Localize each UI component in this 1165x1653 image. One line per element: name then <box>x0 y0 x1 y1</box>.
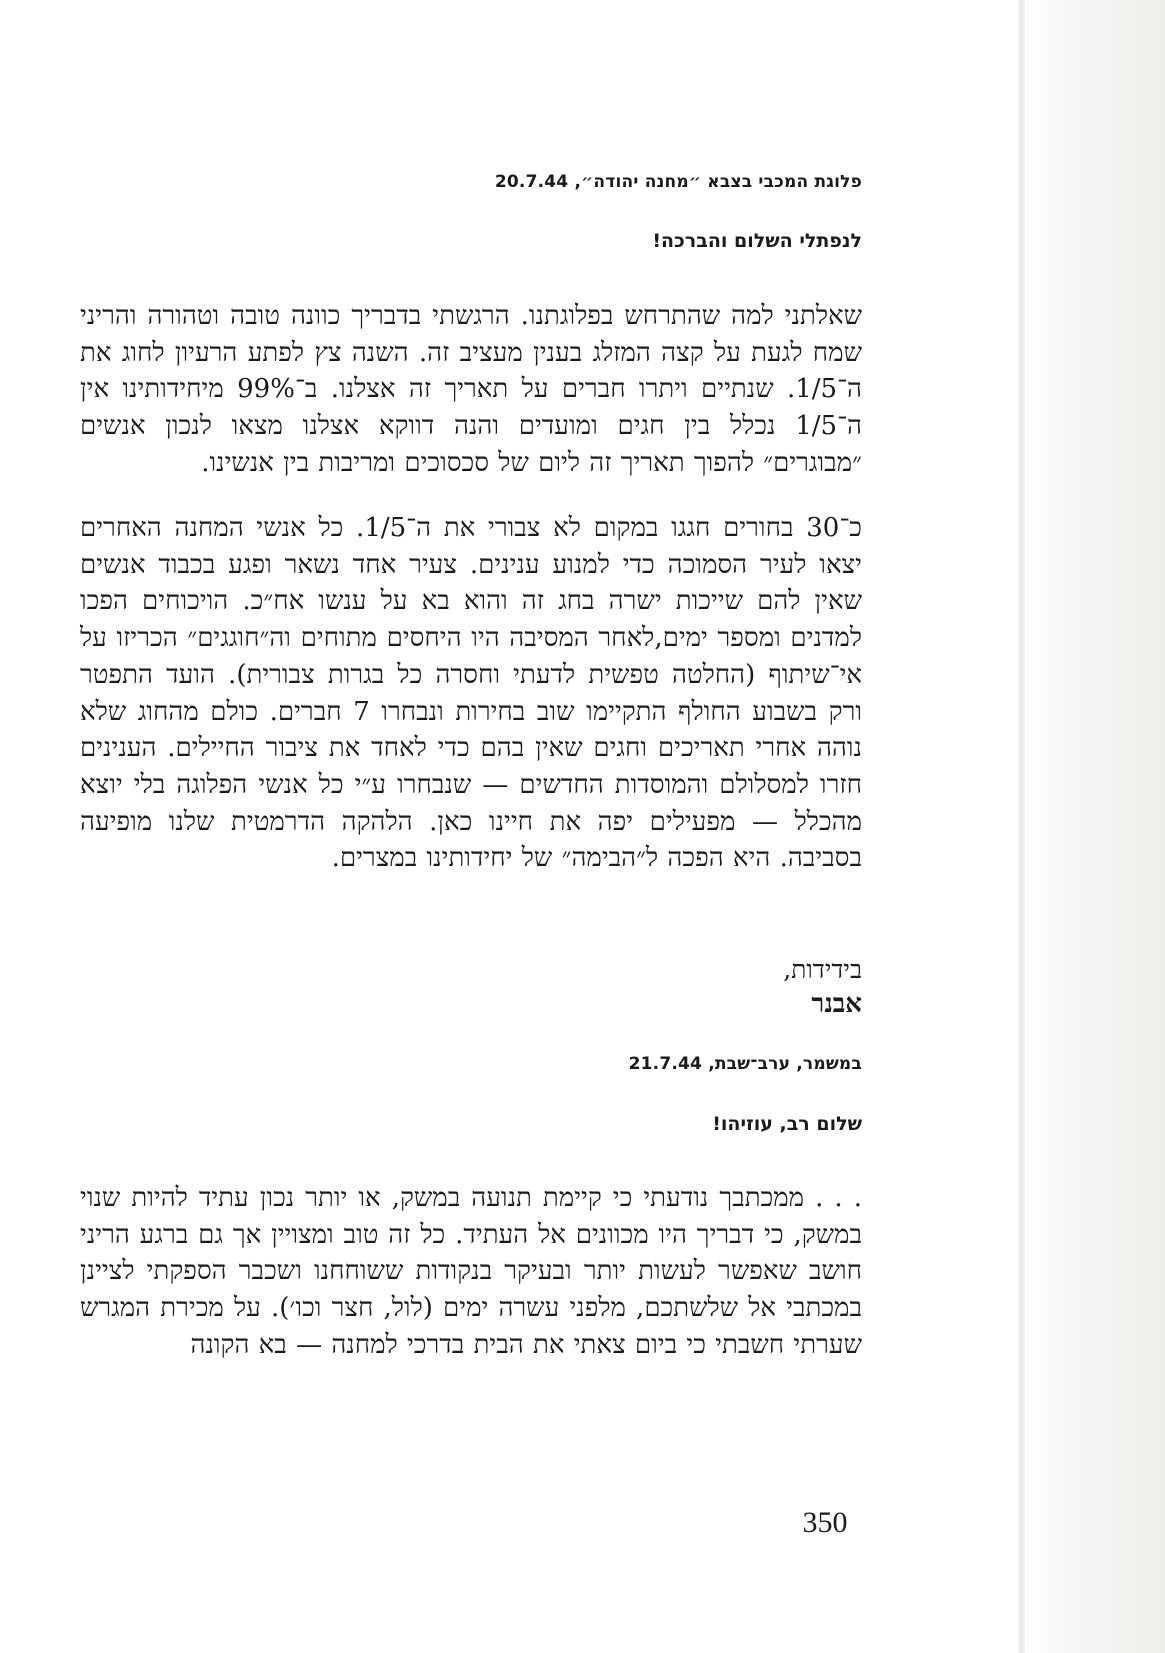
letter2-paragraph: . . . ממכתבך נודעתי כי קיימת תנועה במשק, או יותר נכון עתיד להיות שנוי במשק, כי דבריך היו מכוונים אל העתיד. כל זה טוב ומצויין אך גם ברגע הריני חושב שאפשר לעשות יותר ובעיקר בנקודות ששוחחנו ושכבר הספקתי לציינן במכתבי אל שלשתכם, מלפני עשרה ימים (לול, חצר וכו׳). על מכירת המגרש שערתי חשבתי כי ביום צאתי את הבית בדרכי למחנה — בא הקונה <box>80 1183 862 1360</box>
letter2-salutation: שלום רב, עוזיהו! <box>712 1113 862 1135</box>
page-number: 350 <box>802 1506 848 1539</box>
letter1-signature: אבנר <box>811 989 862 1019</box>
page-edge-shadow <box>1018 0 1025 1653</box>
letter1-heading: פלוגת המכבי בצבא ״מחנה יהודה״, 20.7.44 <box>494 172 862 192</box>
letter1-paragraph-2: כ־30 בחורים חגגו במקום לא צבורי את ה־1/5. כל אנשי המחנה האחרים יצאו לעיר הסמוכה כדי למנוע ענינים. צעיר אחד נשאר ופגע בכבוד אנשים שאין להם שייכות ישרה בחג זה והוא בא על ענשו אח״כ. הויכוחים הפכו למדנים ומספר ימים,לאחר המסיבה היו היחסים מתוחים וה״חוגגים״ הכריזו על אי־שיתוף (החלטה טפשית לדעתי וחסרה כל בגרות צבורית). הועד התפטר ורק בשבוע החולף התקיימו שוב בחירות ונבחרו 7 חברים. כולם מהחוג שלא נוהה אחרי תאריכים וחגים שאין בהם כדי לאחד את ציבור החיילים. הענינים חזרו למסלולם והמוסדות החדשים — שנבחרו ע״י כל אנשי הפלוגה בלי יוצא מהכלל — מפעילים יפה את חיינו כאן. הלהקה הדרמטית שלנו מופיעה בסביבה. היא הפכה ל״הבימה״ של יחידותינו במצרים. <box>80 513 862 874</box>
letter1-salutation: לנפתלי השלום והברכה! <box>652 230 862 252</box>
letter1-signoff: בידידות, <box>783 955 862 984</box>
book-page <box>80 0 862 1653</box>
letter1-paragraph-1: שאלתני למה שהתרחש בפלוגתנו. הרגשתי בדבריך כוונה טובה וטהורה והריני שמח לגעת על קצה המזלג בענין מעציב זה. השנה צץ לפתע הרעיון לחוג את ה־1/5. שנתיים ויתרו חברים על תאריך זה אצלנו. ב־99% מיחידותינו אין ה־1/5 נכלל בין חגים ומועדים והנה דווקא אצלנו מצאו לנכון אנשים ״מבוגרים״ להפוך תאריך זה ליום של סכסוכים ומריבות בין אנשינו. <box>80 301 862 478</box>
letter2-heading: במשמר, ערב־שבת, 21.7.44 <box>628 1054 862 1074</box>
page-margin-shadow <box>1025 0 1165 1653</box>
